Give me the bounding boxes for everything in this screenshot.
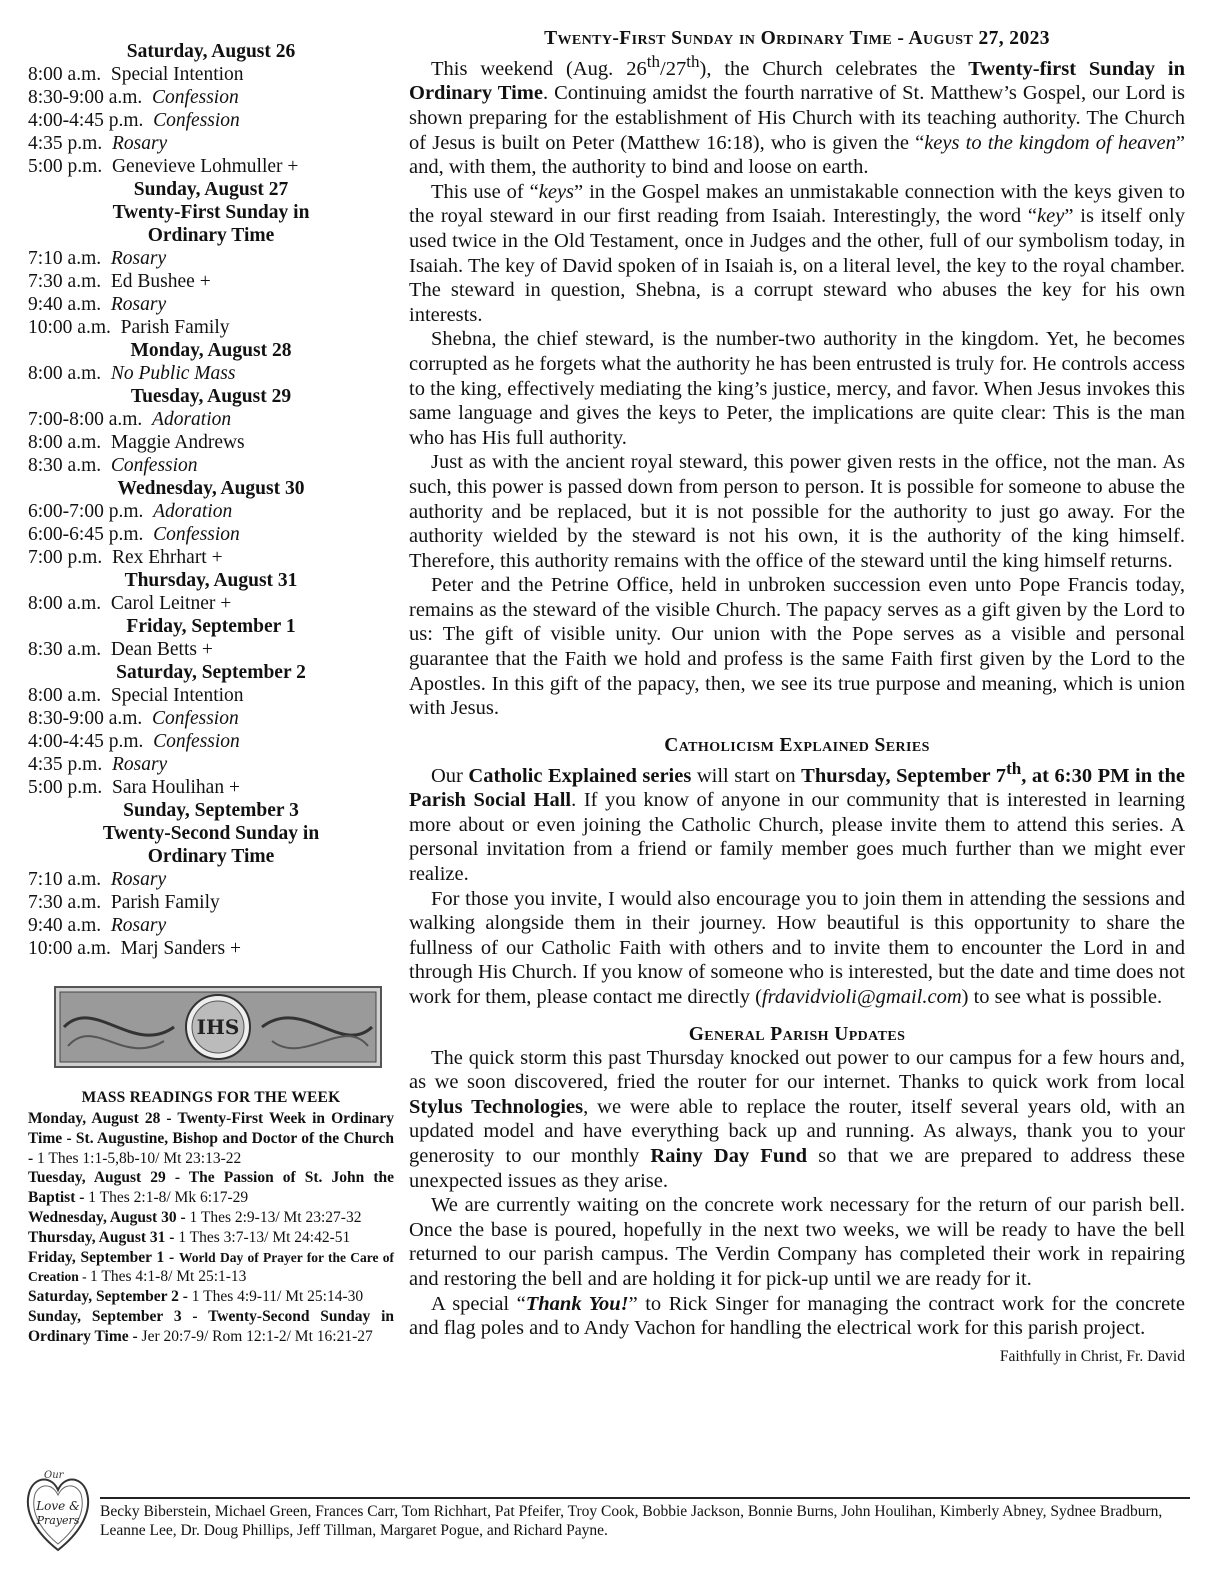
schedule-entry: [28, 730, 394, 753]
schedule-intention: Ed Bushee +: [110, 271, 211, 292]
schedule-day-heading: Saturday, August 26: [126, 41, 296, 62]
reading-item: Monday, August 28 - Twenty-First Week in Ordinary Time - St. Augustine, Bishop and Doctor of the Church - 1 Thes 1:1-5,8b-10/ Mt 23:13-22: [28, 1110, 394, 1167]
schedule-entry: [28, 454, 394, 477]
schedule-time: 8:00 a.m.: [28, 685, 102, 706]
updates-body: [409, 1046, 1185, 1365]
schedule-intention: Rosary: [111, 133, 168, 154]
schedule-day-heading: Twenty-First Sunday in: [112, 202, 310, 223]
updates-paragraph: A special “Thank You!” to Rick Singer for managing the contract work for the concrete and flag poles and to Andy Vachon for handling the electrical work for this parish project. Faithfully in Christ, Fr. David: [409, 1292, 1185, 1341]
schedule-entry: [28, 891, 394, 914]
schedule-day-heading: Sunday, August 27: [133, 179, 289, 200]
schedule-time: 6:00-6:45 p.m.: [28, 524, 144, 545]
schedule-time: 9:40 a.m.: [28, 294, 102, 315]
schedule-entry: [28, 937, 394, 960]
left-column: [28, 40, 394, 1347]
schedule-intention: Special Intention: [110, 685, 244, 706]
schedule-entry: [28, 63, 394, 86]
article-body: [409, 50, 1185, 721]
schedule-entry: [28, 707, 394, 730]
schedule-time: 9:40 a.m.: [28, 915, 102, 936]
catholicism-paragraph: Our Catholic Explained series will start on Thursday, September 7th, at 6:30 PM in the Parish Social Hall. If you know of anyone in our community that is interested in learning more about or even joining the Catholic Church, please invite them to attend this series. A personal invitation from a friend or family member goes much further than we might ever realize.: [409, 758, 1185, 886]
right-column: [409, 28, 1185, 1369]
schedule-entry: [28, 500, 394, 523]
prayer-list: Becky Biberstein, Michael Green, Frances Carr, Tom Richhart, Pat Pfeifer, Troy Cook, Bobbie Jackson, Bonnie Burns, John Houlihan, Kimberly Abney, Sydnee Bradburn, Leanne Lee, Dr. Doug Phillips, Jeff Tillman, Margaret Pogue, and Richard Payne.: [100, 1503, 1163, 1539]
schedule-day-heading: Ordinary Time: [147, 846, 275, 867]
schedule-time: 7:10 a.m.: [28, 248, 102, 269]
mass-readings-title: MASS READINGS FOR THE WEEK: [81, 1089, 341, 1106]
schedule-day-heading: Tuesday, August 29: [130, 386, 292, 407]
updates-paragraph: We are currently waiting on the concrete work necessary for the return of our parish bell. Once the base is poured, hopefully in the next two weeks, we will be ready to have the bell returned to our parish campus. The Verdin Company has completed their work in repairing and restoring the bell and are holding it for pick-up until we are ready for it.: [409, 1194, 1185, 1290]
signoff: Faithfully in Christ, Fr. David: [999, 1347, 1185, 1365]
schedule-intention: Adoration: [152, 409, 232, 430]
schedule-time: 8:00 a.m.: [28, 432, 102, 453]
schedule-entry: [28, 408, 394, 431]
schedule-intention: Carol Leitner +: [110, 593, 232, 614]
schedule-intention: No Public Mass: [110, 363, 236, 384]
catholicism-body: [409, 757, 1185, 1010]
schedule-entry: [28, 914, 394, 937]
schedule-day-heading: Monday, August 28: [130, 340, 292, 361]
schedule-intention: Rex Ehrhart +: [111, 547, 223, 568]
schedule-intention: Confession: [110, 455, 198, 476]
reading-item: Wednesday, August 30 - 1 Thes 2:9-13/ Mt 23:27-32: [28, 1208, 362, 1226]
ihs-ornament-image: [54, 986, 382, 1068]
schedule-entry: [28, 431, 394, 454]
schedule-entry: [28, 546, 394, 569]
reading-item: Sunday, September 3 - Twenty-Second Sunday in Ordinary Time - Jer 20:7-9/ Rom 12:1-2/ Mt 16:21-27: [28, 1307, 394, 1345]
schedule-time: 10:00 a.m.: [28, 317, 111, 338]
svg-text:Prayers: Prayers: [36, 1514, 80, 1527]
schedule-day-heading: Ordinary Time: [147, 225, 275, 246]
schedule-intention: Adoration: [153, 501, 233, 522]
schedule-time: 8:30-9:00 a.m.: [28, 708, 143, 729]
schedule-time: 5:00 p.m.: [28, 777, 103, 798]
schedule-time: 8:00 a.m.: [28, 64, 102, 85]
schedule-time: 8:30 a.m.: [28, 639, 102, 660]
schedule-entry: [28, 316, 394, 339]
schedule-time: 4:35 p.m.: [28, 133, 103, 154]
schedule-entry: [28, 109, 394, 132]
schedule-entry: [28, 523, 394, 546]
schedule-intention: Rosary: [110, 248, 167, 269]
schedule-entry: [28, 638, 394, 661]
schedule-intention: Special Intention: [110, 64, 244, 85]
article-paragraph: Just as with the ancient royal steward, this power given rests in the office, not the man. As such, this power is passed down from person to person. It is possible for someone to abuse the authority and be replaced, but it is not possible for the authority to just go away. For the authority wielded by the steward is not his own, it is the authority of the king himself. Therefore, this authority remains with the office of the steward until the king himself returns.: [409, 451, 1185, 572]
schedule-day-heading: Twenty-Second Sunday in: [102, 823, 320, 844]
schedule-day-heading: Thursday, August 31: [124, 570, 298, 591]
schedule-intention: Rosary: [111, 754, 168, 775]
article-paragraph: This weekend (Aug. 26th/27th), the Church celebrates the Twenty-first Sunday in Ordinary Time. Continuing amidst the fourth narrative of St. Matthew’s Gospel, our Lord is shown preparing for the establishment of His Church with its teaching authority. The Church of Jesus is built on Peter (Matthew 16:18), who is given the “keys to the kingdom of heaven” and, with them, the authority to bind and loose on earth.: [409, 52, 1185, 179]
svg-text:Love &: Love &: [36, 1499, 80, 1513]
schedule-entry: [28, 868, 394, 891]
catholicism-section-title: Catholicism Explained Series: [664, 734, 930, 756]
schedule-intention: Rosary: [110, 294, 167, 315]
schedule-entry: [28, 753, 394, 776]
svg-text:IHS: IHS: [196, 1015, 240, 1039]
reading-item: Tuesday, August 29 - The Passion of St. John the Baptist - 1 Thes 2:1-8/ Mk 6:17-29: [28, 1169, 394, 1207]
svg-text:Our: Our: [44, 1470, 64, 1481]
schedule-intention: Confession: [153, 524, 240, 545]
schedule-intention: Rosary: [110, 869, 167, 890]
reading-item: Saturday, September 2 - 1 Thes 4:9-11/ Mt 25:14-30: [28, 1288, 364, 1306]
schedule-entry: [28, 270, 394, 293]
article-paragraph: Shebna, the chief steward, is the number-two authority in the kingdom. Yet, he becomes corrupted as he forgets what the authority he has been entrusted is truly for. He controls access to the king, effectively mediating the king’s justice, mercy, and favor. When Jesus invokes this same language and gives the keys to Peter, the implications are quite clear: This is the man who has His full authority.: [409, 328, 1185, 449]
schedule-time: 8:30 a.m.: [28, 455, 102, 476]
schedule-intention: Confession: [153, 731, 240, 752]
schedule-intention: Maggie Andrews: [110, 432, 245, 453]
mass-readings-list: [28, 1109, 394, 1347]
schedule-entry: [28, 155, 394, 178]
schedule-entry: [28, 86, 394, 109]
schedule-intention: Marj Sanders +: [120, 938, 242, 959]
schedule-day-heading: Wednesday, August 30: [117, 478, 305, 499]
schedule-intention: Parish Family: [110, 892, 220, 913]
schedule-intention: Confession: [152, 708, 239, 729]
schedule-time: 7:10 a.m.: [28, 869, 102, 890]
mass-schedule: [28, 40, 394, 960]
schedule-entry: [28, 247, 394, 270]
schedule-time: 7:00 p.m.: [28, 547, 103, 568]
article-paragraph: This use of “keys” in the Gospel makes an unmistakable connection with the keys given to the royal steward in our first reading from Isaiah. Interestingly, the word “key” is itself only used twice in the Old Testament, once in Judges and the other, full of our symbolism today, in Isaiah. The key of David spoken of in Isaiah is, on a literal level, the key to the royal chamber. The steward in question, Shebna, is a corrupt steward who abuses the key for his own interests.: [409, 180, 1185, 326]
schedule-time: 5:00 p.m.: [28, 156, 103, 177]
schedule-time: 7:30 a.m.: [28, 892, 102, 913]
schedule-time: 4:00-4:45 p.m.: [28, 731, 144, 752]
article-paragraph: Peter and the Petrine Office, held in unbroken succession even unto Pope Francis today, remains as the steward of the visible Church. The papacy serves as a gift given by the Lord to us: The gift of visible unity. Our union with the Pope serves as a visible and personal guarantee that the Faith we hold and profess is the same Faith first given by the Lord to the Apostles. In this gift of the papacy, then, we see its true purpose and meaning, which is union with Jesus.: [409, 574, 1185, 720]
schedule-intention: Dean Betts +: [110, 639, 213, 660]
schedule-entry: [28, 293, 394, 316]
reading-item: Thursday, August 31 - 1 Thes 3:7-13/ Mt 24:42-51: [28, 1228, 351, 1246]
footer-divider: [100, 1497, 1190, 1499]
love-prayers-logo: [22, 1458, 94, 1558]
email-link[interactable]: frdavidvioli@gmail.com: [761, 986, 962, 1009]
schedule-intention: Confession: [152, 87, 239, 108]
schedule-time: 4:35 p.m.: [28, 754, 103, 775]
updates-paragraph: The quick storm this past Thursday knocked out power to our campus for a few hours and, as we soon discovered, fried the router for our internet. Thanks to quick work from local Stylus Technologies, we were able to replace the router, itself several years old, with an updated model and have everything back up and running. As always, thank you to your generosity to our monthly Rainy Day Fund so that we are prepared to address these unexpected issues as they arise.: [409, 1046, 1185, 1192]
schedule-time: 7:00-8:00 a.m.: [28, 409, 143, 430]
schedule-intention: Rosary: [110, 915, 167, 936]
schedule-time: 8:30-9:00 a.m.: [28, 87, 143, 108]
schedule-day-heading: Sunday, September 3: [123, 800, 299, 821]
schedule-entry: [28, 684, 394, 707]
schedule-time: 4:00-4:45 p.m.: [28, 110, 144, 131]
schedule-intention: Parish Family: [120, 317, 230, 338]
schedule-time: 7:30 a.m.: [28, 271, 102, 292]
schedule-intention: Genevieve Lohmuller +: [111, 156, 299, 177]
schedule-time: 8:00 a.m.: [28, 363, 102, 384]
schedule-entry: [28, 592, 394, 615]
updates-section-title: General Parish Updates: [688, 1023, 906, 1045]
article-title: Twenty-First Sunday in Ordinary Time - August 27, 2023: [544, 28, 1050, 49]
schedule-time: 10:00 a.m.: [28, 938, 111, 959]
schedule-day-heading: Friday, September 1: [126, 616, 296, 637]
schedule-day-heading: Saturday, September 2: [116, 662, 306, 683]
reading-item: Friday, September 1 - World Day of Prayer for the Care of Creation - 1 Thes 4:1-8/ Mt 25:1-13: [28, 1248, 394, 1286]
schedule-time: 6:00-7:00 p.m.: [28, 501, 144, 522]
schedule-intention: Sara Houlihan +: [111, 777, 240, 798]
catholicism-paragraph: For those you invite, I would also encourage you to join them in attending the sessions and walking alongside them in their journey. How beautiful is this opportunity to share the fullness of our Catholic Faith with others and to invite them to encounter the Lord in and through His Church. If you know of someone who is interested, but the date and time does not work for them, please contact me directly (frdavidvioli@gmail.com) to see what is possible.: [409, 887, 1185, 1009]
schedule-entry: [28, 132, 394, 155]
schedule-time: 8:00 a.m.: [28, 593, 102, 614]
schedule-entry: [28, 362, 394, 385]
schedule-intention: Confession: [153, 110, 240, 131]
schedule-entry: [28, 776, 394, 799]
